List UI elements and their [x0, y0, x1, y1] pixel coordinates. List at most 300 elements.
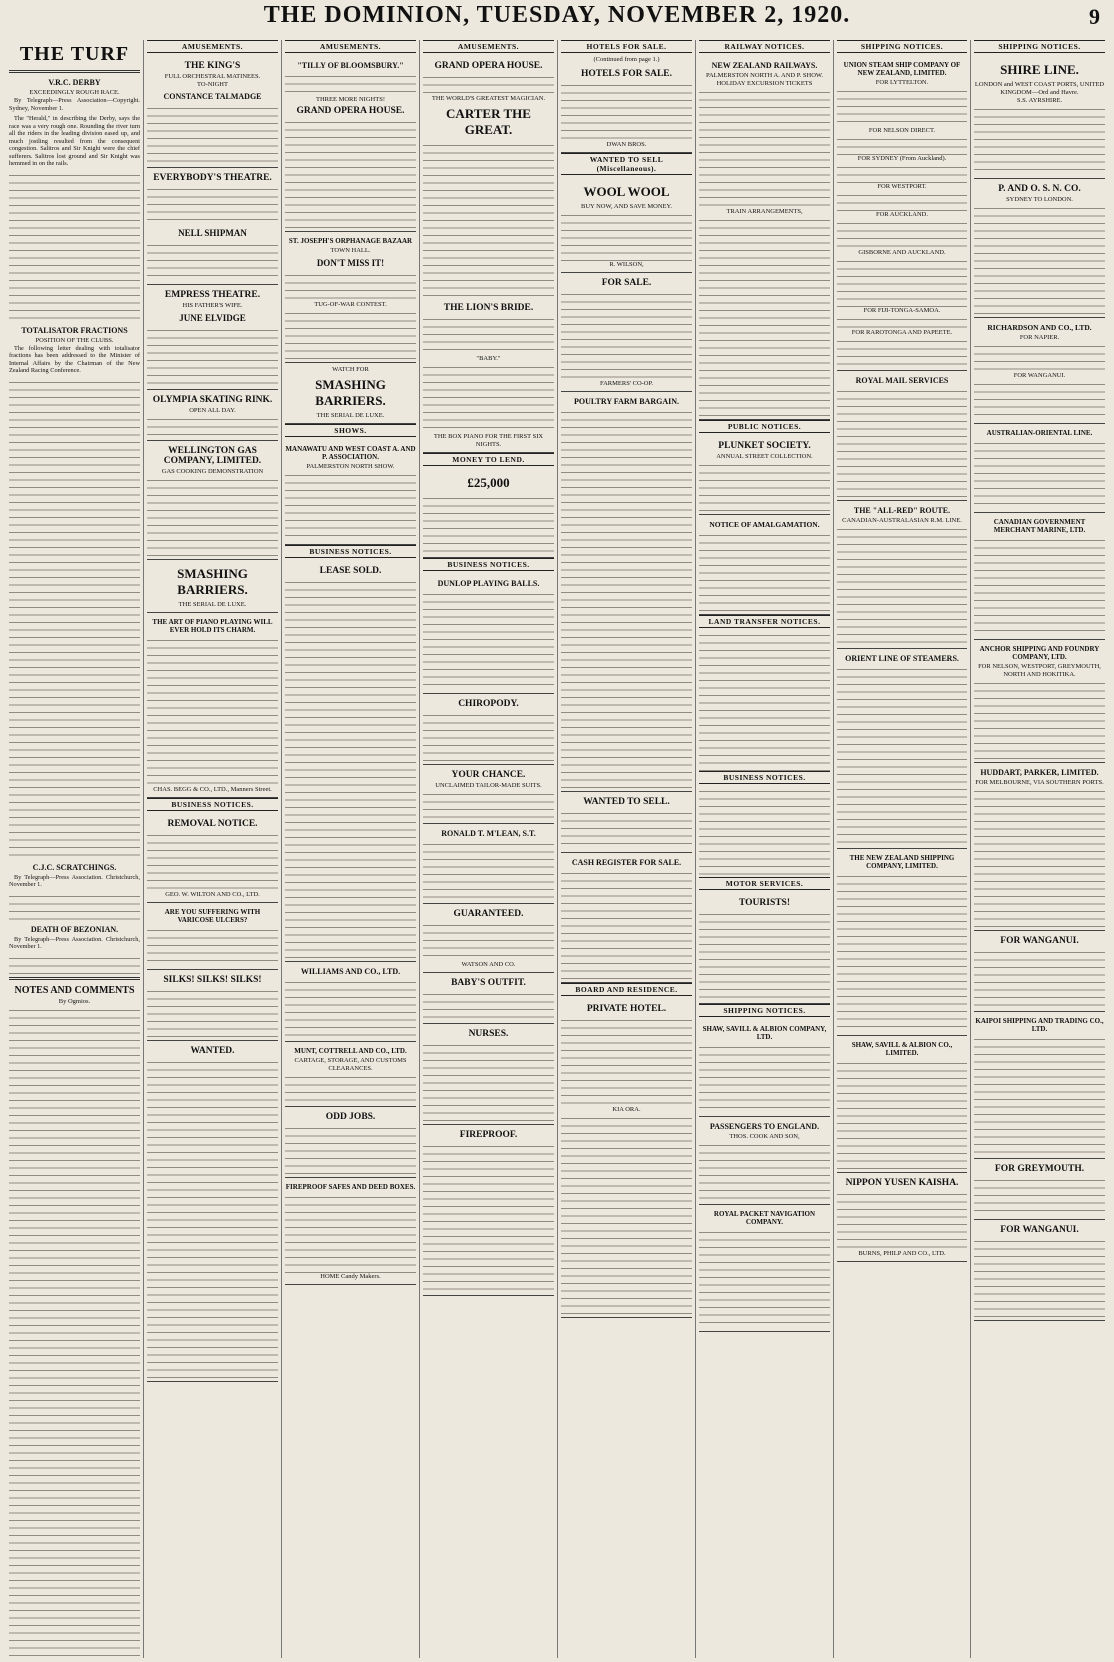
ad-star: CARTER THE GREAT. [446, 106, 531, 137]
ad-text-block [699, 787, 830, 877]
ad-line: TUG-OF-WAR CONTEST. [314, 301, 387, 308]
ad-nurses [423, 1024, 554, 1125]
ad-text-block [285, 471, 416, 541]
ad-text-block [699, 88, 830, 208]
ad-text-block [699, 531, 830, 611]
ad-your-chance [423, 765, 554, 824]
ad-hotels [561, 64, 692, 153]
ad-line: GRAND OPERA HOUSE. [296, 106, 405, 116]
ad-title: UNION STEAM SHIP COMPANY OF NEW ZEALAND, LIMITED. [843, 61, 961, 77]
ad-text-block [423, 494, 554, 554]
columns [6, 40, 1108, 1658]
ad-line: GAS COOKING DEMONSTRATION [161, 468, 264, 475]
section-header: WANTED TO SELL (Miscellaneous). [561, 153, 692, 175]
ad-poultry [561, 392, 692, 792]
divider [9, 70, 140, 73]
ad-line: SYDNEY TO LONDON. [1006, 196, 1073, 203]
ad-title: NURSES. [468, 1029, 509, 1039]
ad-wanganui [974, 931, 1105, 1012]
ad-bloomsbury [285, 56, 416, 232]
ad-title: SHAW, SAVILL & ALBION COMPANY, LTD. [702, 1025, 827, 1041]
ad-title: HUDDART, PARKER, LIMITED. [980, 768, 1099, 777]
article-body: The following letter dealing with totalisator fractions has been addressed to the Minister of Internal Affairs by the Chairman of the New Zealand Racing Conference. [9, 344, 140, 374]
section-header: BOARD AND RESIDENCE. [561, 983, 692, 996]
ad-title: PASSENGERS TO ENGLAND. [709, 1122, 820, 1131]
column-hotels [558, 40, 696, 1658]
column-amusements-2 [282, 40, 420, 1658]
article-text-block [9, 954, 140, 974]
ad-line: FOR FIJI-TONGA-SAMOA. [863, 307, 941, 314]
ad-title: POULTRY FARM BARGAIN. [574, 397, 679, 406]
ad-text-block [974, 536, 1105, 636]
ad-line: FOR AUCKLAND. [875, 211, 928, 218]
article-dateline: By Telegraph—Press Association. Christchurch, November 1. [9, 935, 140, 950]
section-header: BUSINESS NOTICES. [147, 798, 278, 811]
column-header: AMUSEMENTS. [423, 40, 554, 53]
ad-line: BURNS, PHILP AND CO., LTD. [858, 1250, 946, 1257]
ad-title: GUARANTEED. [453, 909, 524, 919]
ad-line: DWAN BROS. [606, 141, 647, 148]
ad-title: LEASE SOLD. [319, 566, 382, 576]
ad-line: TO-NIGHT [197, 81, 228, 88]
ad-babys-outfit [423, 973, 554, 1024]
ad-wanganui-2 [974, 1220, 1105, 1321]
ad-title: GRAND OPERA HOUSE. [434, 61, 543, 71]
ad-text-block [974, 1176, 1105, 1216]
ad-text-block [561, 81, 692, 141]
ad-text-block [837, 87, 967, 127]
ad-text-block [837, 257, 967, 307]
ad-title: PLUNKET SOCIETY. [718, 441, 811, 451]
ad-title: ROYAL MAIL SERVICES [855, 376, 949, 385]
ad-title: NOTICE OF AMALGAMATION. [709, 520, 820, 529]
ad-text-block [974, 787, 1105, 927]
ad-title: THE "ALL-RED" ROUTE. [853, 506, 951, 515]
ad-text-block [699, 1141, 830, 1201]
ad-text-block [423, 73, 554, 95]
ad-line: THE WORLD'S GREATEST MAGICIAN. [431, 95, 546, 102]
ad-text-block [837, 135, 967, 155]
ad-passengers [699, 1117, 830, 1205]
column-turf [6, 40, 144, 1658]
ad-text-block [561, 1114, 692, 1314]
article-headline: V.R.C. DERBY [48, 78, 101, 87]
ad-title: AUSTRALIAN-ORIENTAL LINE. [986, 429, 1093, 437]
ad-title: CANADIAN GOVERNMENT MERCHANT MARINE, LTD. [993, 518, 1086, 534]
ad-star: JUNE ELVIDGE [179, 313, 246, 323]
ad-plunket [699, 436, 830, 515]
ad-text-block [285, 578, 416, 958]
column-header: AMUSEMENTS. [147, 40, 278, 53]
ad-line: R. WILSON, [609, 261, 644, 268]
ad-union [837, 56, 967, 371]
ad-silks [147, 970, 278, 1041]
ad-text-block [285, 978, 416, 1038]
ad-text-block [147, 636, 278, 786]
ad-title: OLYMPIA SKATING RINK. [152, 395, 273, 405]
ad-line: FOR RAROTONGA AND PAPEETE. [851, 329, 953, 336]
ad-text-block [837, 665, 967, 845]
ad-removal [147, 814, 278, 903]
ad-text-block [561, 1016, 692, 1106]
ad-wool [561, 178, 692, 273]
ad-orient [837, 649, 967, 849]
ad-title: MUNT, COTTRELL AND CO., LTD. [294, 1047, 407, 1055]
ad-chiropody [423, 694, 554, 765]
section-header: LAND TRANSFER NOTICES. [699, 615, 830, 628]
ad-title: EMPRESS THEATRE. [164, 290, 261, 300]
ad-title: THE ART OF PIANO PLAYING WILL EVER HOLD ITS CHARM. [152, 618, 273, 634]
ad-wanted-sell [561, 792, 692, 853]
ad-text-block [699, 910, 830, 1000]
ad-line: THE BOX PIANO FOR THE FIRST SIX NIGHTS. [433, 433, 544, 448]
column-shipping-1 [834, 40, 971, 1658]
ad-title: WOOL WOOL [583, 184, 670, 199]
ad-text-block [423, 711, 554, 761]
ad-text-block [974, 439, 1105, 509]
ad-odd-jobs [285, 1107, 416, 1178]
ad-empress [147, 285, 278, 390]
ad-text-block [285, 1124, 416, 1174]
ad-kings [147, 56, 278, 168]
section-header: MONEY TO LEND. [423, 453, 554, 466]
ad-huddart [974, 763, 1105, 931]
ad-title: TOURISTS! [738, 898, 791, 908]
ad-title: PRIVATE HOTEL. [586, 1004, 667, 1014]
ad-railways [699, 56, 830, 420]
ad-line: HOME Candy Makers. [320, 1273, 381, 1280]
ad-title: FOR GREYMOUTH. [994, 1164, 1085, 1174]
section-title: THE TURF [19, 43, 130, 65]
ad-title: CASH REGISTER FOR SALE. [571, 858, 682, 867]
ad-text-block [561, 290, 692, 380]
ad-title: WANTED. [190, 1046, 235, 1056]
ad-anchor [974, 640, 1105, 763]
ad-text-block [699, 631, 830, 771]
ad-text-block [699, 216, 830, 416]
ad-text-block [561, 809, 692, 849]
ad-text-block [423, 840, 554, 900]
article-headline: C.J.C. SCRATCHINGS. [32, 862, 117, 872]
ad-title: BABY'S OUTFIT. [451, 978, 526, 988]
ad-title: DUNLOP PLAYING BALLS. [437, 579, 540, 588]
ad-text-block [285, 72, 416, 96]
ad-title: REMOVAL NOTICE. [167, 819, 258, 829]
ad-text-block [837, 872, 967, 1032]
ad-line: ANNUAL STREET COLLECTION. [716, 453, 813, 460]
ad-piano [147, 613, 278, 798]
ad-text-block [147, 1058, 278, 1378]
masthead [0, 0, 1114, 34]
ad-text-block [837, 163, 967, 183]
ad-po [974, 179, 1105, 318]
ad-line: CARTAGE, STORAGE, AND CUSTOMS CLEARANCES. [294, 1057, 407, 1072]
section-header: BUSINESS NOTICES. [285, 545, 416, 558]
ad-title: SMASHING BARRIERS. [177, 566, 248, 597]
ad-text-block [974, 948, 1105, 1008]
ad-text-block [561, 408, 692, 788]
ad-line: CANADIAN-AUSTRALASIAN R.M. LINE. [842, 517, 962, 524]
ad-title: ROYAL PACKET NAVIGATION COMPANY. [713, 1210, 816, 1226]
ad-line: TRAIN ARRANGEMENTS, [726, 208, 803, 215]
ad-line: FOR NELSON, WESTPORT, GREYMOUTH, NORTH AND HOKITIKA. [978, 663, 1101, 678]
ad-line: FULL ORCHESTRAL MATINEES. [164, 73, 261, 80]
ad-text-block [423, 990, 554, 1020]
ad-text-block [974, 105, 1105, 175]
ad-ulcers [147, 903, 278, 970]
ad-title: FOR WANGANUI. [1000, 936, 1079, 946]
ad-text-block [147, 326, 278, 386]
ad-text-block [561, 211, 692, 261]
ad-royal-mail [837, 371, 967, 501]
ad-shaw-savill [699, 1020, 830, 1117]
ad-lease-sold [285, 561, 416, 962]
ad-line: HIS FATHER'S WIFE. [182, 302, 243, 309]
ad-title: ORIENT LINE OF STEAMERS. [845, 654, 959, 663]
ad-text-block [974, 204, 1105, 314]
column-header: RAILWAY NOTICES. [699, 40, 830, 53]
ad-line: FOR SYDNEY (From Auckland). [857, 155, 947, 162]
ad-text-block [837, 219, 967, 249]
ad-text-block [974, 679, 1105, 759]
ad-title: ANCHOR SHIPPING AND FOUNDRY COMPANY, LTD. [979, 645, 1100, 661]
ad-text-block [837, 191, 967, 211]
article-dateline: By Telegraph—Press Association—Copyright. Sydney, November 1. [9, 97, 140, 112]
ad-text-block [147, 476, 278, 556]
column-header: HOTELS FOR SALE. [561, 40, 692, 53]
section-header: SHOWS. [285, 424, 416, 437]
ad-text-block [285, 271, 416, 301]
article-subheadline: POSITION OF THE CLUBS. [35, 336, 114, 344]
ad-tourists [699, 893, 830, 1004]
ad-title: WANTED TO SELL. [583, 797, 670, 807]
article-headline: NOTES AND COMMENTS [14, 984, 135, 996]
section-header: MOTOR SERVICES. [699, 877, 830, 890]
article-text-block [9, 171, 140, 321]
ad-line: FOR MELBOURNE, VIA SOUTHERN PORTS. [975, 779, 1104, 786]
ad-line: FOR WESTPORT. [877, 183, 927, 190]
ad-text-block [837, 525, 967, 645]
column-header: SHIPPING NOTICES. [837, 40, 967, 53]
ad-title: FIREPROOF. [459, 1130, 518, 1140]
column-header: SHIPPING NOTICES. [974, 40, 1105, 53]
column-amusements-3 [420, 40, 558, 1658]
ad-line: CHAS. BEGG & CO., LTD., Manners Street. [153, 786, 272, 793]
ad-text-block [974, 380, 1105, 420]
ad-title: FOR SALE. [601, 278, 652, 288]
ad-text-block [699, 1228, 830, 1328]
ad-title: NEW ZEALAND RAILWAYS. [711, 61, 818, 70]
ad-text-block [423, 1142, 554, 1292]
ad-line: S.S. AYRSHIRE. [1016, 97, 1063, 104]
ad-title: RONALD T. M'LEAN, S.T. [441, 829, 536, 838]
ad-oriental-line [974, 424, 1105, 513]
ad-text-block [974, 1237, 1105, 1317]
ad-line: "BABY." [476, 355, 501, 362]
ad-text-block [147, 104, 278, 164]
ad-title: FIREPROOF SAFES AND DEED BOXES. [285, 1183, 416, 1191]
ad-star: CONSTANCE TALMADGE [163, 92, 262, 101]
ad-everybodys [147, 168, 278, 285]
ad-title: YOUR CHANCE. [451, 770, 526, 780]
section-header: BUSINESS NOTICES. [699, 771, 830, 784]
ad-guaranteed [423, 904, 554, 973]
ad-amalgamation [699, 515, 830, 615]
ad-fireproof [285, 1178, 416, 1285]
section-header: PUBLIC NOTICES. [699, 420, 830, 433]
article-text-block [9, 1006, 140, 1659]
ad-text-block [423, 141, 554, 301]
ad-line: THE LION'S BRIDE. [443, 303, 534, 313]
ad-text-block [147, 926, 278, 966]
article-body: The "Herald," in describing the Derby, says the race was a very rough one. Rounding the river turn all the riders in the leading division eased up, and much jostling resulted from the consequent congestion. Salitros and Sir Knight were the chief sufferers. Salitros lost ground and Sir Knight was hemmed in on the rails. [9, 115, 140, 167]
ad-text-block [147, 415, 278, 437]
column-header: AMUSEMENTS. [285, 40, 416, 53]
ad-title: MANAWATU AND WEST COAST A. AND P. ASSOCIATION. [285, 445, 416, 461]
article-headline: TOTALISATOR FRACTIONS [21, 325, 128, 335]
ad-text-block [837, 1059, 967, 1169]
ad-text-block [699, 1043, 830, 1113]
ad-title: RICHARDSON AND CO., LTD. [987, 323, 1092, 332]
ad-text-block [423, 921, 554, 961]
ad-line: FOR LYTTELTON. [875, 79, 929, 86]
ad-title: EVERYBODY'S THEATRE. [153, 173, 272, 183]
ad-text-block [837, 315, 967, 329]
ad-private-hotel [561, 999, 692, 1318]
ad-title: THE NEW ZEALAND SHIPPING COMPANY, LIMITED. [849, 854, 955, 870]
section-header: BUSINESS NOTICES. [423, 558, 554, 571]
ad-text-block [423, 1041, 554, 1121]
ad-text-block [285, 1193, 416, 1273]
page-number: 9 [1089, 4, 1100, 29]
newspaper-title: THE DOMINION, TUESDAY, NOVEMBER 2, 1920. [263, 2, 851, 28]
ad-olympia [147, 390, 278, 441]
ad-title: SHIRE LINE. [1000, 62, 1079, 77]
ad-title: P. AND O. S. N. CO. [998, 184, 1081, 194]
ad-line: KIA ORA. [612, 1106, 641, 1113]
ad-line: DON'T MISS IT! [316, 258, 385, 268]
ad-all-red [837, 501, 967, 649]
ad-title: ST. JOSEPH'S ORPHANAGE BAZAAR [288, 237, 413, 245]
ad-cash-register [561, 853, 692, 983]
ad-cottrell [285, 1042, 416, 1107]
column-shipping-2 [971, 40, 1108, 1658]
column-railway [696, 40, 834, 1658]
ad-text-block [147, 987, 278, 1037]
ad-line: GEO. W. WILTON AND CO., LTD. [165, 891, 260, 898]
ad-line: THE SERIAL DE LUXE. [316, 412, 385, 419]
ad-line: OPEN ALL DAY. [189, 407, 236, 414]
ad-title: THE KING'S [184, 61, 241, 71]
ad-text-block [837, 387, 967, 497]
ad-line: FOR WANGANUI. [1013, 372, 1066, 379]
article-text-block [9, 892, 140, 920]
ad-canadian-govt [974, 513, 1105, 640]
ad-for-sale [561, 273, 692, 392]
ad-mclean [423, 824, 554, 904]
ad-line: THOS. COOK AND SON, [729, 1133, 800, 1140]
ad-star: NELL SHIPMAN [178, 228, 247, 238]
ad-line: TOWN HALL. [330, 247, 371, 254]
divider [9, 977, 140, 980]
ad-line: LONDON and WEST COAST PORTS, UNITED KINGDOM—Ord and Havre. [974, 81, 1105, 96]
column-subheader: (Continued from page 1.) [593, 56, 660, 63]
ad-text-block [285, 309, 416, 359]
article-subheadline: EXCEEDINGLY ROUGH RACE. [29, 89, 120, 96]
ad-dunlop [423, 574, 554, 694]
article-text-block [9, 378, 140, 858]
ad-amount: £25,000 [467, 475, 510, 490]
ad-line: BUY NOW, AND SAVE MONEY. [580, 203, 672, 210]
ad-title: ARE YOU SUFFERING WITH VARICOSE ULCERS? [164, 908, 261, 924]
ad-text-block [147, 241, 278, 281]
ad-text-block [974, 1035, 1105, 1155]
ad-title: CHIROPODY. [458, 699, 519, 709]
ad-title: SILKS! SILKS! SILKS! [163, 975, 262, 985]
ad-text-block [699, 461, 830, 511]
ad-text-block [147, 185, 278, 225]
ad-title: SHAW, SAVILL & ALBION CO., LIMITED. [851, 1041, 953, 1057]
ad-title: WELLINGTON GAS COMPANY, LIMITED. [163, 446, 262, 466]
ad-wanted [147, 1041, 278, 1382]
ad-text-block [837, 1190, 967, 1250]
ad-title: "TILLY OF BLOOMSBURY." [297, 61, 404, 70]
ad-loan [423, 469, 554, 558]
ad-title: ODD JOBS. [325, 1112, 376, 1122]
ad-carter [423, 56, 554, 453]
ad-title: HOTELS FOR SALE. [580, 69, 673, 79]
ad-text-block [561, 869, 692, 979]
section-header: SHIPPING NOTICES. [699, 1004, 830, 1017]
ad-williams [285, 962, 416, 1042]
ad-line: FOR NAPIER. [1019, 334, 1060, 341]
article-headline: DEATH OF BEZONIAN. [30, 924, 119, 934]
ad-kaipoi [974, 1012, 1105, 1159]
ad-text-block [285, 1073, 416, 1103]
ad-bazaar [285, 232, 416, 363]
article-byline: By Ogmios. [58, 997, 91, 1005]
ad-line: FOR NELSON DIRECT. [868, 127, 936, 134]
ad-title: WILLIAMS AND CO., LTD. [300, 967, 401, 976]
ad-title: KAIPOI SHIPPING AND TRADING CO., LTD. [975, 1017, 1104, 1033]
ad-line: WATCH FOR [332, 366, 369, 373]
ad-fireproof-2 [423, 1125, 554, 1296]
ad-title: NIPPON YUSEN KAISHA. [845, 1178, 959, 1188]
ad-line: PALMERSTON NORTH SHOW. [306, 463, 395, 470]
ad-line: FARMERS' CO-OP. [599, 380, 654, 387]
ad-richardson [974, 318, 1105, 424]
ad-line: THE SERIAL DE LUXE. [178, 601, 247, 608]
ad-watch-for [285, 363, 416, 424]
ad-line: PALMERSTON NORTH A. AND P. SHOW. [705, 72, 824, 79]
ad-text-block [423, 790, 554, 820]
column-amusements-1 [144, 40, 282, 1658]
ad-shire-line [974, 56, 1105, 179]
ad-smashing-barriers [147, 560, 278, 613]
ad-text-block [837, 337, 967, 367]
ad-text-block [423, 315, 554, 355]
ad-nippon [837, 1173, 967, 1262]
ad-text-block [285, 118, 416, 228]
ad-greymouth [974, 1159, 1105, 1220]
ad-royal-packet [699, 1205, 830, 1332]
ad-shaw-savill-2 [837, 1036, 967, 1173]
ad-line: WATSON AND CO. [461, 961, 516, 968]
ad-line: THREE MORE NIGHTS! [316, 96, 385, 103]
ad-title: SMASHING BARRIERS. [315, 377, 386, 408]
ad-line: GISBORNE AND AUCKLAND. [858, 249, 946, 256]
ad-line: HOLIDAY EXCURSION TICKETS [716, 80, 813, 87]
